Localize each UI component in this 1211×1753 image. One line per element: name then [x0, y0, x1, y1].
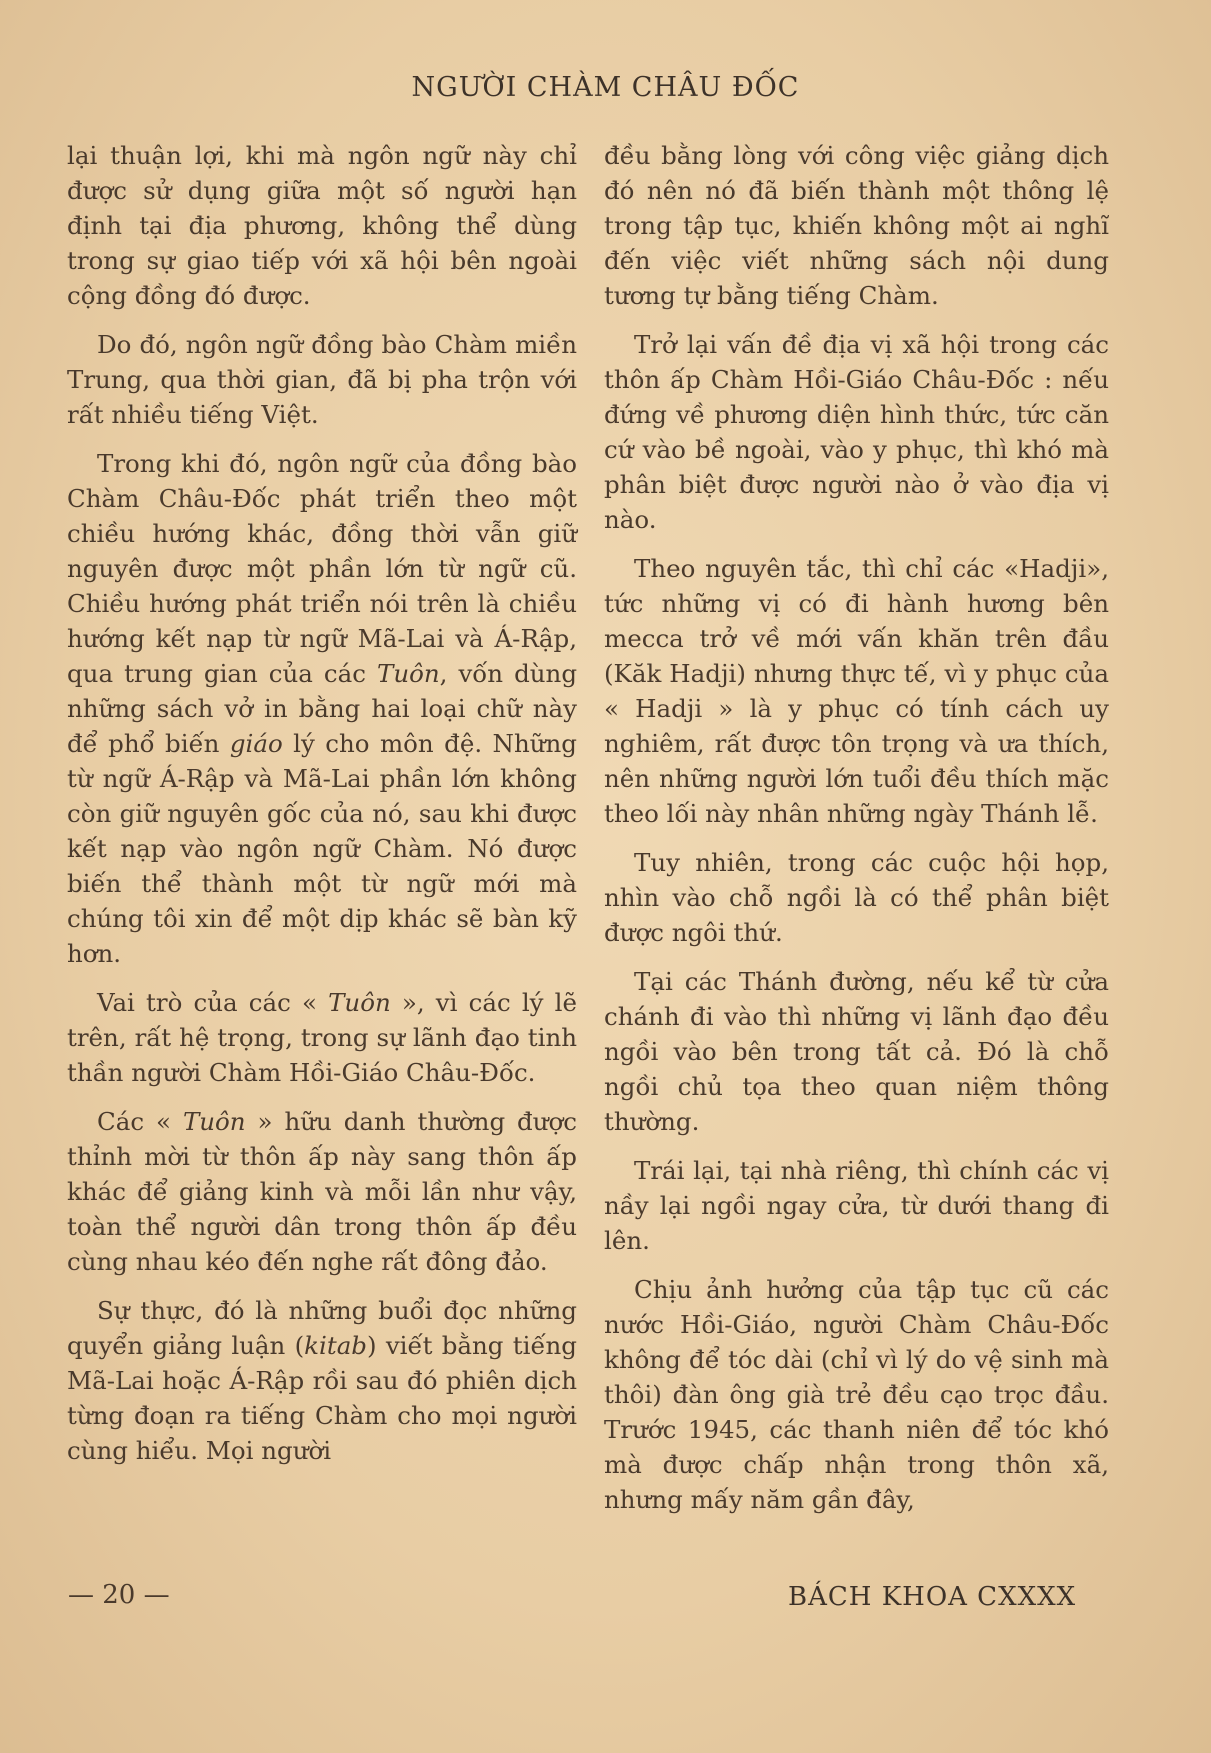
paragraph: Các « Tuôn » hữu danh thường được thỉnh mời từ thôn ấp này sang thôn ấp khác để giảng kinh và mỗi lần như vậy, toàn thể người dân trong thôn ấp đều cùng nhau kéo đến nghe rất đông đảo. — [67, 1107, 577, 1276]
page-number: — 20 — — [68, 1580, 170, 1610]
emphasis: kitab — [304, 1331, 367, 1360]
emphasis: Tuôn — [182, 1107, 246, 1136]
paragraph: Tuy nhiên, trong các cuộc hội họp, nhìn vào chỗ ngồi là có thể phân biệt được ngôi thứ. — [604, 848, 1109, 947]
paragraph: Trở lại vấn đề địa vị xã hội trong các thôn ấp Chàm Hồi-Giáo Châu-Đốc : nếu đứng về phương diện hình thức, tức căn cứ vào bề ngoài, vào y phục, thì khó mà phân biệt được người nào ở vào địa vị nào. — [604, 330, 1109, 534]
right-column — [604, 138, 1109, 1531]
emphasis: Tuôn — [377, 659, 440, 688]
paragraph: Theo nguyên tắc, thì chỉ các «Hadji», tức những vị có đi hành hương bên mecca trở về mới vấn khăn trên đầu (Kăk Hadji) nhưng thực tế, vì y phục của « Hadji » là y phục có tính cách uy nghiêm, rất được tôn trọng và ưa thích, nên những người lớn tuổi đều thích mặc theo lối này nhân những ngày Thánh lễ. — [604, 554, 1109, 828]
paragraph: Do đó, ngôn ngữ đồng bào Chàm miền Trung, qua thời gian, đã bị pha trộn với rất nhiều tiếng Việt. — [67, 330, 577, 429]
paragraph: đều bằng lòng với công việc giảng dịch đó nên nó đã biến thành một thông lệ trong tập tục, khiến không một ai nghĩ đến việc viết những sách nội dung tương tự bằng tiếng Chàm. — [604, 141, 1109, 310]
paragraph: Trái lại, tại nhà riêng, thì chính các vị nầy lại ngồi ngay cửa, từ dưới thang đi lên. — [604, 1156, 1109, 1255]
emphasis: Tuôn — [328, 988, 391, 1017]
paragraph: lại thuận lợi, khi mà ngôn ngữ này chỉ được sử dụng giữa một số người hạn định tại địa phương, không thể dùng trong sự giao tiếp với xã hội bên ngoài cộng đồng đó được. — [67, 141, 577, 310]
paragraph: Chịu ảnh hưởng của tập tục cũ các nước Hồi-Giáo, người Chàm Châu-Đốc không để tóc dài (chỉ vì lý do vệ sinh mà thôi) đàn ông già trẻ đều cạo trọc đầu. Trước 1945, các thanh niên để tóc khó mà được chấp nhận trong thôn xã, nhưng mấy năm gần đây, — [604, 1275, 1109, 1514]
publication-footer: BÁCH KHOA CXXXX — [788, 1582, 1077, 1612]
emphasis: giáo — [229, 729, 283, 758]
paragraph: Tại các Thánh đường, nếu kể từ cửa chánh đi vào thì những vị lãnh đạo đều ngồi vào bên trong tất cả. Đó là chỗ ngồi chủ tọa theo quan niệm thông thường. — [604, 967, 1109, 1136]
left-column — [67, 138, 577, 1482]
paragraph: Trong khi đó, ngôn ngữ của đồng bào Chàm Châu-Đốc phát triển theo một chiều hướng khác, đồng thời vẫn giữ nguyên được một phần lớn từ ngữ cũ. Chiều hướng phát triển nói trên là chiều hướng kết nạp từ ngữ Mã-Lai và Á-Rập, qua trung gian của các Tuôn, vốn dùng những sách vở in bằng hai loại chữ này để phổ biến giáo lý cho môn đệ. Những từ ngữ Á-Rập và Mã-Lai phần lớn không còn giữ nguyên gốc của nó, sau khi được kết nạp vào ngôn ngữ Chàm. Nó được biến thể thành một từ ngữ mới mà chúng tôi xin để một dịp khác sẽ bàn kỹ hơn. — [67, 449, 578, 968]
paragraph: Vai trò của các « Tuôn », vì các lý lẽ trên, rất hệ trọng, trong sự lãnh đạo tinh thần người Chàm Hồi-Giáo Châu-Đốc. — [67, 988, 577, 1087]
running-header: NGƯỜI CHÀM CHÂU ĐỐC — [411, 72, 800, 103]
paragraph: Sự thực, đó là những buổi đọc những quyển giảng luận (kitab) viết bằng tiếng Mã-Lai hoặc Á-Rập rồi sau đó phiên dịch từng đoạn ra tiếng Chàm cho mọi người cùng hiểu. Mọi người — [67, 1296, 577, 1465]
